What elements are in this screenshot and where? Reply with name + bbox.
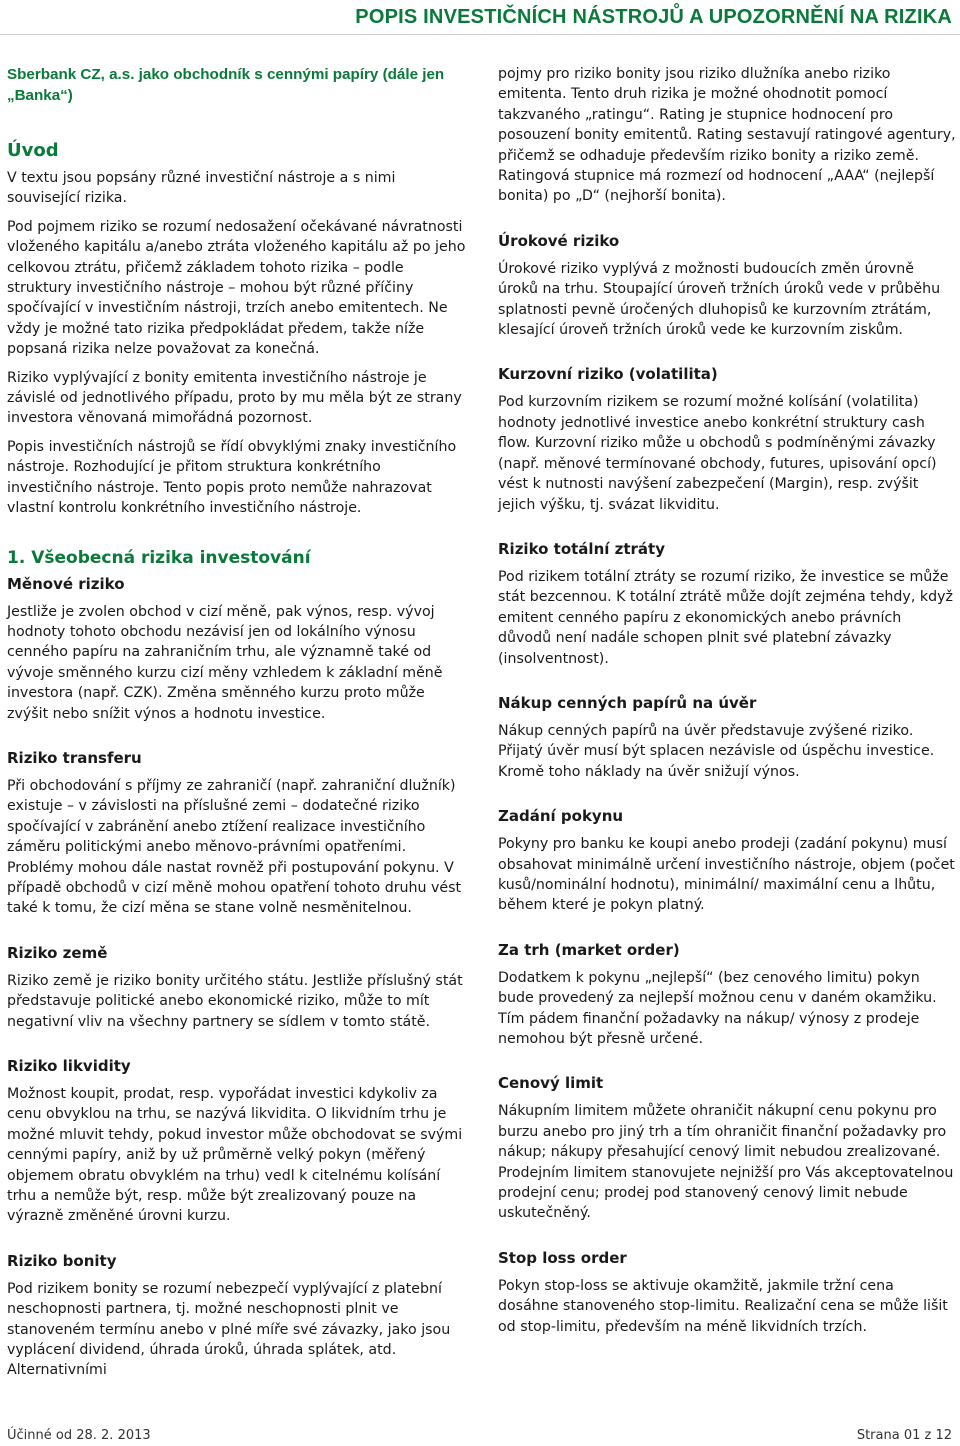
intro-paragraph: Riziko vyplývající z bonity emitenta investičního nástroje je závislé od jednotlivého případu, proto by mu měla být ze strany investora věnovaná mimořádná pozornost. bbox=[7, 369, 462, 427]
risk-text: Při obchodování s příjmy ze zahraničí (např. zahraniční dlužník) existuje – v závislosti na příslušné zemi – dodatečné riziko spočívající v zabránění anebo ztížení realizace investičního záměru politickými anebo měnovo-právními opatřeními. Problémy mohou dále nastat rovněž při postupování pokynu. V případě obchodů v cizí měně mohou opatření tohoto druhu vést také k tomu, že cizí měna se stane volně nesměnitelnou. bbox=[7, 777, 462, 917]
intro-heading: Úvod bbox=[7, 140, 59, 161]
risk-heading: Riziko bonity bbox=[7, 1251, 117, 1270]
risk-text: Jestliže je zvolen obchod v cizí měně, pak výnos, resp. vývoj hodnoty tohoto obchodu nezávisí jen od lokálního výnosu cenného papíru na zahraničním trhu, ale významně také od vývoje směnného kurzu cizí měny vzhledem k základní měně investora (např. CZK). Změna směnného kurzu proto může zvýšit nebo snížit výnos a hodnotu investice. bbox=[7, 603, 443, 722]
risk-text: Riziko země je riziko bonity určitého státu. Jestliže příslušný stát představuje politické anebo ekonomické riziko, může to mít negativní vliv na všechny partnery se sídlem v tomto státě. bbox=[7, 972, 463, 1030]
risk-text: Možnost koupit, prodat, resp. vypořádat investici kdykoliv za cenu obvyklou na trhu, se nazývá likvidita. O likvidním trhu je možné mluvit tehdy, pokud investor může obchodovat se svými cennými papíry, aniž by už průměrně velký pokyn (měřený objemem obratu obvyklém na trhu) vedl k citelnému kolísání trhu a nemůže být, resp. může být zrealizovaný pouze na výrazně změněné úrovni kurzu. bbox=[7, 1086, 463, 1225]
risk-text: Nákupním limitem můžete ohraničit nákupní cenu pokynu pro burzu anebo pro jiný trh a tím ohraničit finanční požadavky pro nákup; nákupy přesahující cenový limit nebudou zrealizované. Prodejním limitem stanovujete nejnižší pro Vás akceptovatelnou prodejní cenu; prodej pod stanovený cenový limit nebude uskutečněný. bbox=[498, 1103, 954, 1222]
risk-heading: Měnové riziko bbox=[7, 574, 125, 593]
risk-heading: Nákup cenných papírů na úvěr bbox=[498, 693, 757, 712]
risk-heading: Kurzovní riziko (volatilita) bbox=[498, 365, 718, 384]
risk-heading: Riziko totální ztráty bbox=[498, 539, 665, 558]
page-title: POPIS INVESTIČNÍCH NÁSTROJŮ A UPOZORNĚNÍ NA RIZIKA bbox=[355, 6, 952, 28]
risk-heading: Stop loss order bbox=[498, 1248, 627, 1267]
effective-date: Účinné od 28. 2. 2013 bbox=[7, 1428, 151, 1443]
intro-paragraph: V textu jsou popsány různé investiční nástroje a s nimi související rizika. bbox=[7, 170, 396, 207]
intro-paragraph: Popis investičních nástrojů se řídí obvyklými znaky investičního nástroje. Rozhodující je přitom struktura konkrétního investičního nástroje. Tento popis proto nemůže nahrazovat vlastní kontrolu konkrétního investičního nástroje. bbox=[7, 438, 457, 517]
left-column bbox=[7, 64, 467, 1389]
risk-heading: Riziko země bbox=[7, 943, 108, 962]
continued-paragraph: pojmy pro riziko bonity jsou riziko dlužníka anebo riziko emitenta. Tento druh rizika je možné ohodnotit pomocí takzvaného „ratingu“. Rating je stupnice hodnocení pro posouzení bonity emitentů. Rating sestavují ratingové agentury, přičemž se odhaduje především riziko bonity a riziko země. Ratingová stupnice má rozmezí od hodnocení „AAA“ (nejlepší bonita) po „D“ (nejhorší bonita). bbox=[498, 66, 956, 205]
risk-text: Pod rizikem bonity se rozumí nebezpečí vyplývající z platební neschopnosti partnera, tj. možné neschopnosti plnit ve stanoveném termínu anebo v plné míře své závazky, jako jsou vyplácení dividend, úhrada úroků, úhrada splátek, atd. Alternativními bbox=[7, 1280, 451, 1379]
risk-heading: Za trh (market order) bbox=[498, 940, 680, 959]
bank-intro: Sberbank CZ, a.s. jako obchodník s cennými papíry (dále jen „Banka“) bbox=[7, 66, 445, 104]
page-number: Strana 01 z 12 bbox=[856, 1428, 952, 1443]
risk-text: Dodatkem k pokynu „nejlepší“ (bez cenového limitu) pokyn bude provedený za nejlepší možnou cenu v daném okamžiku. Tím pádem finanční požadavky na nákup/ výnosy z prodeje nemohou být přesně určené. bbox=[498, 969, 937, 1047]
intro-paragraph: Pod pojmem riziko se rozumí nedosažení očekávané návratnosti vloženého kapitálu a/anebo ztráta vloženého kapitálu až po jeho celkovou ztrátu, přičemž základem tohoto rizika – podle struktury investičního nástroje – mohou být různé příčiny spočívající v investičním nástroji, trzích anebo emitentech. Ne vždy je možné tato rizika předpokládat předem, takže níže popsaná rizika nelze považovat za konečná. bbox=[7, 218, 466, 358]
risk-heading: Cenový limit bbox=[498, 1074, 604, 1093]
risk-text: Pokyn stop-loss se aktivuje okamžitě, jakmile tržní cena dosáhne stanoveného stop-limitu. Realizační cena se může lišit od stop-limitu, především na méně likvidních trzích. bbox=[498, 1277, 948, 1335]
title-divider bbox=[0, 34, 960, 35]
risk-text: Pokyny pro banku ke koupi anebo prodeji (zadání pokynu) musí obsahovat minimálně určení investičního nástroje, objem (počet kusů/nominální hodnotu), minimální/ maximální cenu a lhůtu, během které je pokyn platný. bbox=[498, 836, 955, 914]
risk-heading: Zadání pokynu bbox=[498, 807, 624, 826]
risk-heading: Riziko likvidity bbox=[7, 1057, 131, 1075]
risk-heading: Riziko transferu bbox=[7, 748, 142, 767]
risk-text: Pod rizikem totální ztráty se rozumí riziko, že investice se může stát bezcennou. K totální ztrátě může dojít zejména tehdy, když emitent cenného papíru z ekonomických anebo právních důvodů není nadále schopen plnit své platební závazky (insolventnost). bbox=[498, 568, 953, 667]
risk-text: Nákup cenných papírů na úvěr představuje zvýšené riziko. Přijatý úvěr musí být splacen nezávisle od úspěchu investice. Kromě toho náklady na úvěr snižují výnos. bbox=[498, 722, 935, 780]
risk-heading: Úrokové riziko bbox=[498, 231, 620, 250]
risk-text: Úrokové riziko vyplývá z možnosti budoucích změn úrovně úroků na trhu. Stoupající úroveň tržních úroků vede v průběhu splatnosti pevně úročených dluhopisů ke kurzovním ztrátám, klesající úroveň tržních úroků vede ke kurzovním ziskům. bbox=[498, 260, 941, 339]
section-heading: 1. Všeobecná rizika investování bbox=[7, 547, 311, 568]
right-column bbox=[498, 64, 958, 1345]
risk-text: Pod kurzovním rizikem se rozumí možné kolísání (volatilita) hodnoty jednotlivé investice anebo konkrétní struktury cash flow. Kurzovní riziko může u obchodů s podmíněnými závazky (např. měnové termínované obchody, futures, upisování opcí) vést k nutnosti navýšení zabezpečení (Margin), resp. zvýšit jejich výšku, tj. svázat likviditu. bbox=[498, 394, 937, 513]
